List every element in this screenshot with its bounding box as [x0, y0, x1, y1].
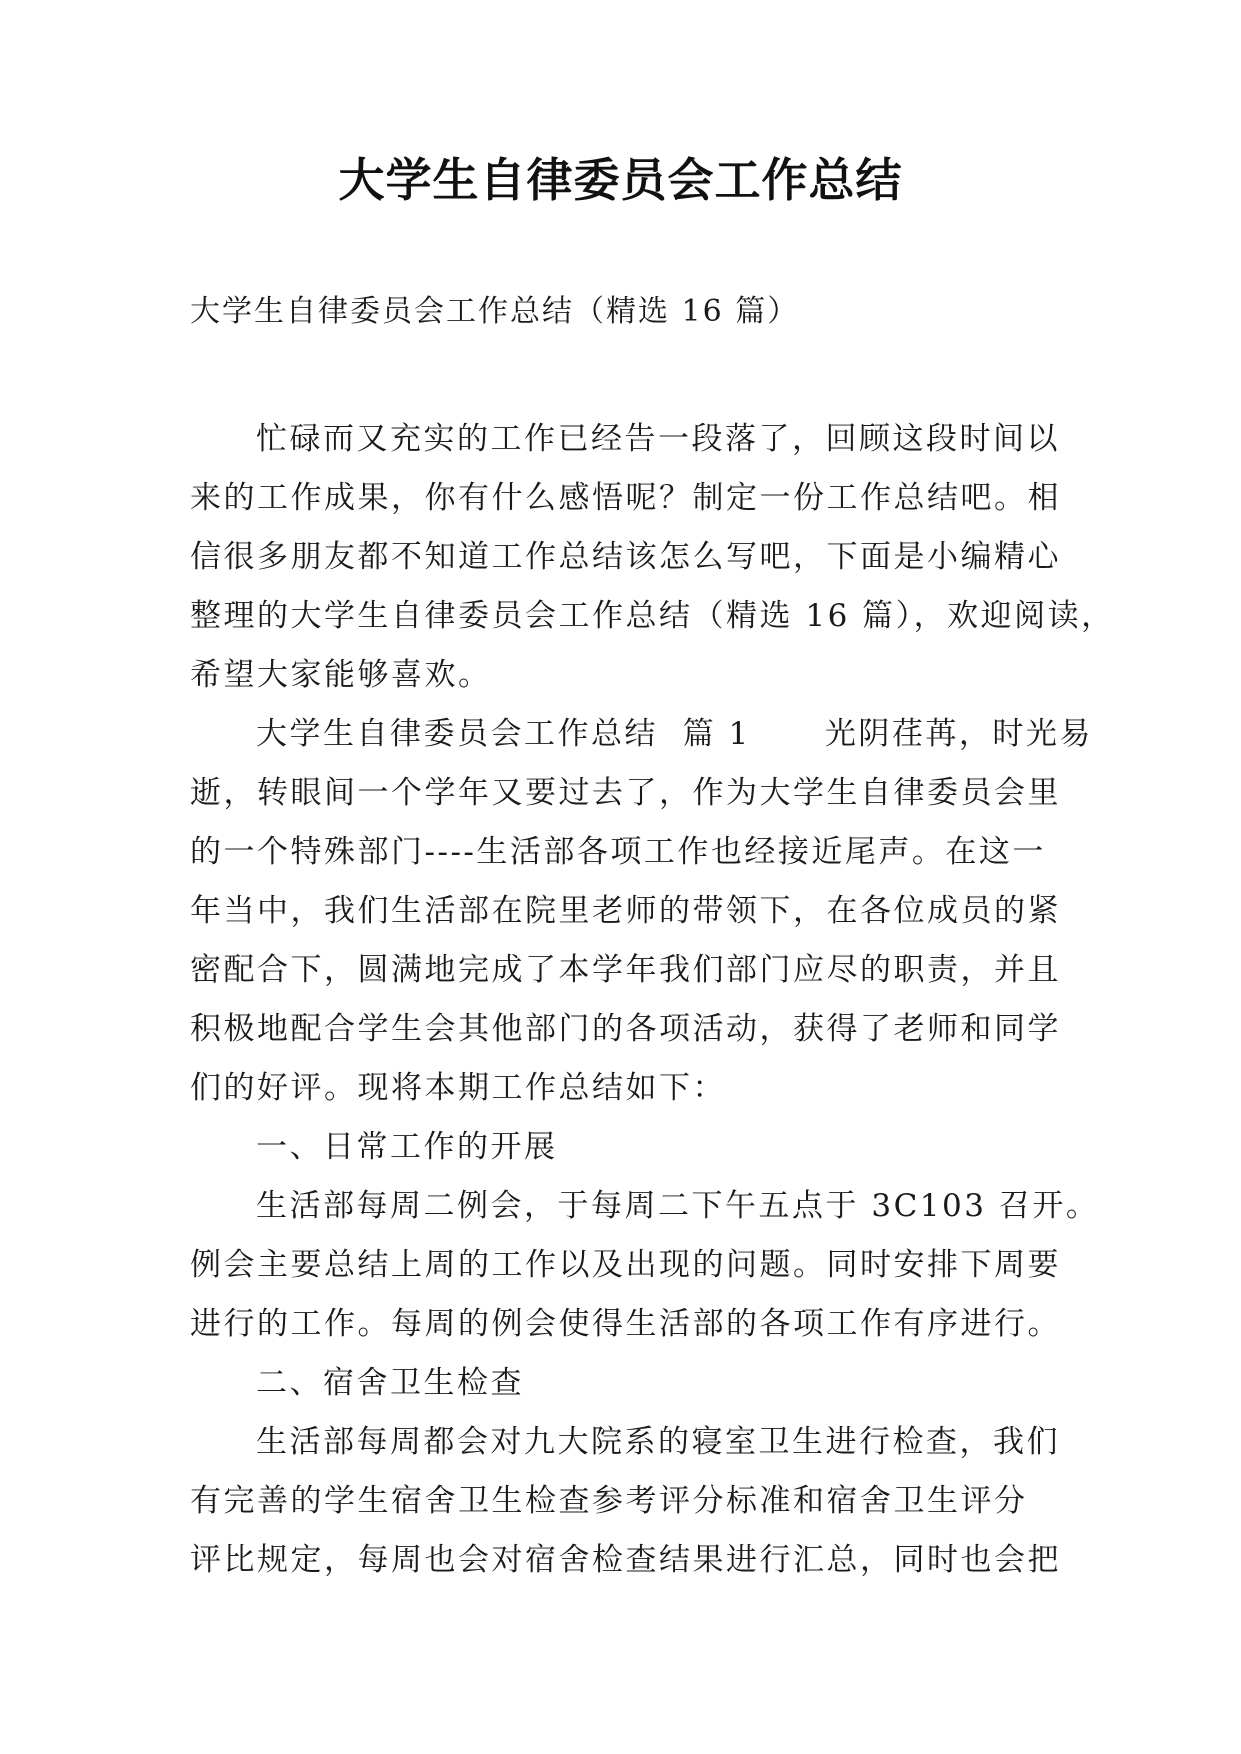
- text-line: 积极地配合学生会其他部门的各项活动，获得了老师和同学: [190, 1011, 1061, 1047]
- section-heading: 二、宿舍卫生检查: [256, 1365, 524, 1401]
- text-line: 的一个特殊部门----生活部各项工作也经接近尾声。在这一: [190, 834, 1046, 870]
- text-line: 信很多朋友都不知道工作总结该怎么写吧，下面是小编精心: [190, 539, 1061, 575]
- text-line: 逝，转眼间一个学年又要过去了，作为大学生自律委员会里: [190, 775, 1061, 811]
- text-line: 大学生自律委员会工作总结 篇 1 光阴荏苒，时光易: [256, 716, 1093, 752]
- text-line: 忙碌而又充实的工作已经告一段落了，回顾这段时间以: [256, 421, 1060, 457]
- section-heading: 一、日常工作的开展: [256, 1129, 558, 1165]
- text-line: 来的工作成果，你有什么感悟呢？制定一份工作总结吧。相: [190, 480, 1061, 516]
- text-line: 进行的工作。每周的例会使得生活部的各项工作有序进行。: [190, 1306, 1061, 1342]
- text-line: 整理的大学生自律委员会工作总结（精选 16 篇），欢迎阅读，: [190, 598, 1115, 634]
- document-title: 大学生自律委员会工作总结: [338, 153, 903, 207]
- document-body: [190, 410, 1115, 1590]
- text-line: 年当中，我们生活部在院里老师的带领下，在各位成员的紧: [190, 893, 1061, 929]
- text-line: 生活部每周二例会，于每周二下午五点于 3C103 召开。: [256, 1188, 1100, 1224]
- text-line: 密配合下，圆满地完成了本学年我们部门应尽的职责，并且: [190, 952, 1061, 988]
- text-line: 例会主要总结上周的工作以及出现的问题。同时安排下周要: [190, 1247, 1061, 1283]
- text-line: 有完善的学生宿舍卫生检查参考评分标准和宿舍卫生评分: [190, 1483, 1028, 1519]
- document-subtitle: 大学生自律委员会工作总结（精选 16 篇）: [190, 294, 800, 329]
- text-line: 希望大家能够喜欢。: [190, 657, 492, 693]
- text-line: 生活部每周都会对九大院系的寝室卫生进行检查，我们: [256, 1424, 1060, 1460]
- text-line: 们的好评。现将本期工作总结如下：: [190, 1070, 726, 1106]
- text-line: 评比规定，每周也会对宿舍检查结果进行汇总，同时也会把: [190, 1542, 1061, 1578]
